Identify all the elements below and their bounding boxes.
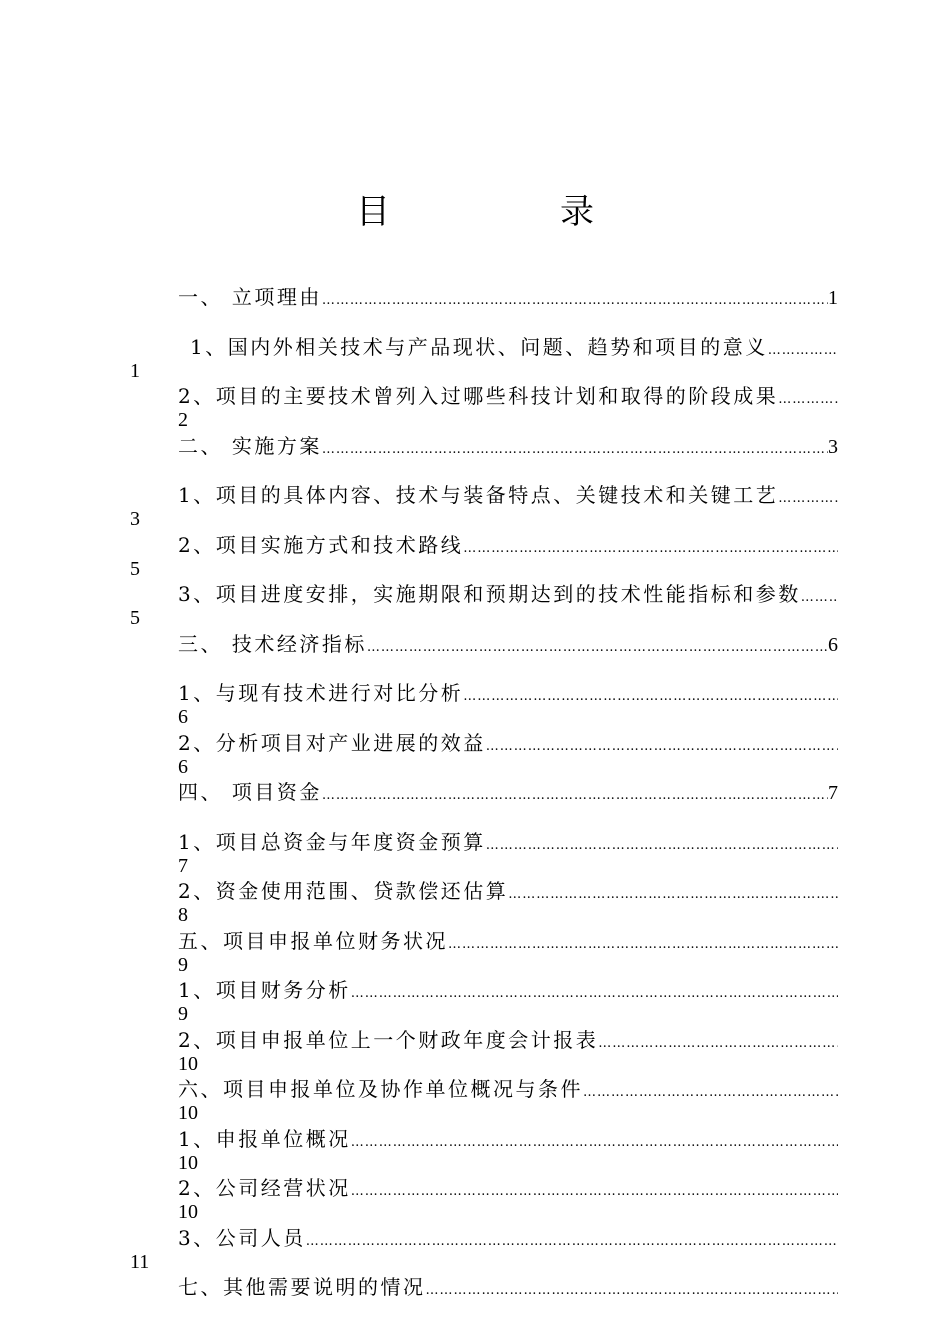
toc-entry-title: 1、项目总资金与年度资金预算 <box>178 829 486 854</box>
toc-leader-dots <box>322 437 828 459</box>
toc-leader-dots <box>351 981 838 1003</box>
toc-leader-dots <box>801 585 838 607</box>
toc-entry[interactable] <box>0 1126 950 1176</box>
toc-page-number: 1 <box>828 287 838 309</box>
toc-entry-line <box>178 829 838 855</box>
toc-entry-line <box>178 1225 838 1251</box>
toc-page-number-wrapped: 11 <box>130 1250 150 1273</box>
toc-entry-title: 1、项目财务分析 <box>178 978 351 1002</box>
toc-leader-dots <box>583 1080 838 1102</box>
toc-entry[interactable] <box>0 1027 950 1077</box>
toc-entry[interactable] <box>0 680 950 730</box>
toc-entry-line <box>178 1175 838 1201</box>
toc-entry[interactable] <box>0 977 950 1027</box>
toc-leader-dots <box>778 486 838 508</box>
toc-leader-dots <box>351 1179 838 1201</box>
toc-entry-title: 2、项目的主要技术曾列入过哪些科技计划和取得的阶段成果 <box>178 384 779 408</box>
toc-entry-title: 1、项目的具体内容、技术与装备特点、关键技术和关键工艺 <box>178 483 779 507</box>
toc-page-number-wrapped: 2 <box>178 409 188 431</box>
toc-entry-line <box>178 581 838 607</box>
toc-entry-title: 3、公司人员 <box>178 1225 306 1250</box>
toc-entry-title: 四、 项目资金 <box>178 780 322 804</box>
toc-page-number: 3 <box>828 435 838 458</box>
toc-entry[interactable] <box>0 779 950 829</box>
toc-page-number-wrapped: 10 <box>178 1052 198 1075</box>
toc-page-number-wrapped: 1 <box>130 359 140 382</box>
toc-entry-title: 2、公司经营状况 <box>178 1176 351 1200</box>
toc-entry[interactable] <box>0 1076 950 1126</box>
toc-entry[interactable] <box>0 532 950 582</box>
toc-leader-dots <box>508 882 838 904</box>
toc-leader-dots <box>486 833 838 855</box>
toc-leader-dots <box>463 684 838 706</box>
toc-entry-line <box>178 383 838 409</box>
toc-leader-dots <box>448 932 838 954</box>
toc-entry-line <box>178 779 838 805</box>
toc-entry-title: 2、资金使用范围、贷款偿还估算 <box>178 879 509 903</box>
toc-entry-title: 2、项目实施方式和技术路线 <box>178 532 464 557</box>
toc-entry[interactable] <box>0 284 950 334</box>
toc-leader-dots <box>768 338 838 360</box>
toc-entry-title: 六、项目申报单位及协作单位概况与条件 <box>178 1077 583 1101</box>
toc-entry-line <box>178 680 838 706</box>
toc-entry-title: 1、申报单位概况 <box>178 1126 351 1151</box>
toc-entry-line <box>178 482 838 508</box>
toc-entry-title: 七、其他需要说明的情况 <box>178 1275 426 1299</box>
toc-entry[interactable] <box>0 730 950 780</box>
toc-entry-title: 3、项目进度安排，实施期限和预期达到的技术性能指标和参数 <box>178 582 801 606</box>
toc-leader-dots <box>778 387 838 409</box>
toc-entry-line <box>178 1274 838 1300</box>
toc-page-number-wrapped: 3 <box>130 508 140 530</box>
toc-entry-line <box>178 1076 838 1102</box>
toc-entry-line <box>178 532 838 558</box>
toc-leader-dots <box>463 536 838 558</box>
toc-leader-dots <box>598 1031 838 1053</box>
toc-entry[interactable] <box>0 581 950 631</box>
toc-entry-title: 1、与现有技术进行对比分析 <box>178 681 464 705</box>
toc-entry-title: 1、国内外相关技术与产品现状、问题、趋势和项目的意义 <box>190 334 768 359</box>
toc-entry-title: 2、分析项目对产业进展的效益 <box>178 730 486 755</box>
toc-entry-line <box>178 631 838 657</box>
toc-leader-dots <box>322 288 828 310</box>
toc-page-number-wrapped: 8 <box>178 904 188 926</box>
toc-leader-dots <box>426 1278 839 1300</box>
toc-page-number: 6 <box>828 633 838 656</box>
toc-leader-dots <box>486 734 838 756</box>
toc-entry[interactable] <box>0 383 950 433</box>
toc-entry-title: 一、 立项理由 <box>178 285 322 309</box>
toc-page-number: 7 <box>828 782 838 804</box>
toc-entry-line <box>178 284 838 310</box>
toc-entry[interactable] <box>0 829 950 879</box>
toc-entry-title: 2、项目申报单位上一个财政年度会计报表 <box>178 1027 599 1052</box>
toc-entry-line <box>178 1027 838 1053</box>
toc-entry-title: 五、项目申报单位财务状况 <box>178 928 448 953</box>
toc-leader-dots <box>306 1229 838 1251</box>
toc-entry-line <box>178 433 838 459</box>
page-title: 目 录 <box>356 192 662 232</box>
toc-page-number-wrapped: 10 <box>178 1102 198 1124</box>
toc-entry-line <box>178 928 838 954</box>
toc-page-number-wrapped: 10 <box>178 1201 198 1223</box>
toc-leader-dots <box>322 783 828 805</box>
toc-entry-line <box>178 730 838 756</box>
toc-entry-line <box>178 977 838 1003</box>
toc-entry[interactable] <box>0 1175 950 1225</box>
toc-page-number-wrapped: 9 <box>178 953 188 976</box>
toc-page-number-wrapped: 10 <box>178 1151 198 1174</box>
toc-page-number-wrapped: 9 <box>178 1003 188 1025</box>
toc-entry[interactable] <box>0 433 950 483</box>
toc-page-number-wrapped: 6 <box>178 706 188 728</box>
toc-entry-line <box>178 1126 838 1152</box>
toc-entry-line <box>190 334 838 360</box>
toc-entry[interactable] <box>0 1225 950 1275</box>
toc-page-number-wrapped: 6 <box>178 755 188 778</box>
toc-entry-title: 三、 技术经济指标 <box>178 631 367 656</box>
toc-page-number-wrapped: 5 <box>130 607 140 629</box>
toc-page-number-wrapped: 7 <box>178 854 188 877</box>
toc-entry-title: 二、 实施方案 <box>178 433 322 458</box>
toc-entry[interactable] <box>0 482 950 532</box>
toc-leader-dots <box>367 635 828 657</box>
table-of-contents <box>0 284 950 1324</box>
toc-entry[interactable] <box>0 631 950 681</box>
toc-entry[interactable] <box>0 928 950 978</box>
toc-leader-dots <box>351 1130 838 1152</box>
toc-page-number-wrapped: 5 <box>130 557 140 580</box>
toc-entry[interactable] <box>0 878 950 928</box>
toc-entry-line <box>178 878 838 904</box>
toc-entry[interactable] <box>0 334 950 384</box>
toc-entry[interactable] <box>0 1274 950 1324</box>
